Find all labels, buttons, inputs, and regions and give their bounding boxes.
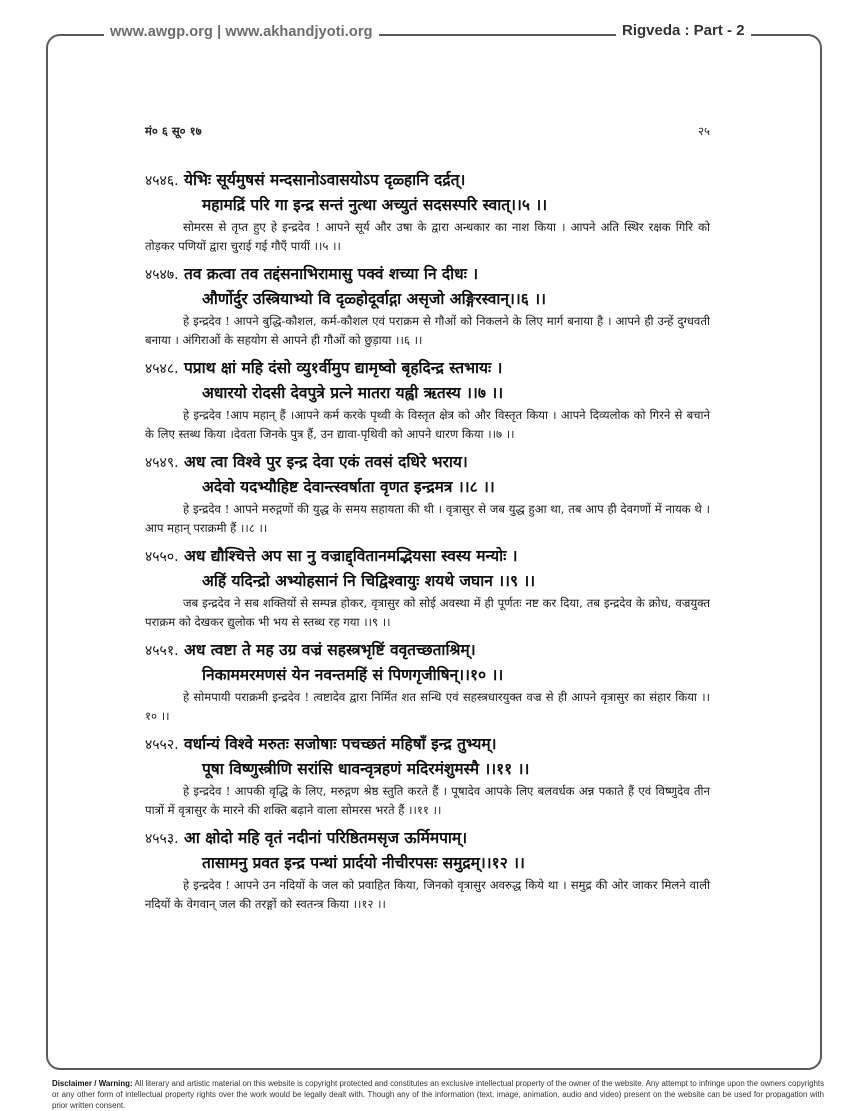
verse-line-2: निकाममरमणसं येन नवन्तमहिं सं पिणगृजीषिन्।।१० ।। bbox=[202, 666, 504, 684]
verse-number: ४५५१. bbox=[145, 643, 179, 659]
verse-number: ४५४८. bbox=[145, 361, 179, 377]
verse-text: पप्राथ क्षां महि दंसो व्यु१र्वीमुप द्यामृष्वो बृहदिन्द्र स्तभायः । bbox=[183, 359, 503, 377]
verse-block bbox=[145, 168, 710, 256]
verse-block bbox=[145, 262, 710, 350]
verse-translation: हे इन्द्रदेव ! आपने मरुद्गणों की युद्ध के समय सहायता की थी । वृत्रासुर से जब युद्ध हुआ था, तब आप ही देवगणों में नायक थे । आप महान् पराक्रमी हैं ।।८ ।। bbox=[145, 502, 710, 535]
verse-number: ४५४६. bbox=[145, 173, 179, 189]
verse-block bbox=[145, 356, 710, 444]
header-book-title: Rigveda : Part - 2 bbox=[616, 22, 751, 39]
verse-list bbox=[145, 168, 710, 914]
verse-number: ४५४७. bbox=[145, 267, 179, 283]
verse-text: येभिः सूर्यमुषसं मन्दसानोऽवासयोऽप दृळ्हानि दर्द्रत्। bbox=[183, 171, 466, 189]
running-head bbox=[145, 124, 710, 144]
verse-line-2: और्णोर्दुर उस्त्रियाभ्यो वि दृळ्होदूर्वाद्गा असृजो अङ्गिरस्वान्।।६ ।। bbox=[202, 290, 546, 308]
verse-text: अध त्वष्टा ते मह उग्र वज्रं सहस्त्रभृष्टिं ववृतच्छताश्रिम्। bbox=[183, 641, 476, 659]
verse-translation: सोमरस से तृप्त हुए हे इन्द्रदेव ! आपने सूर्य और उषा के द्वारा अन्धकार का नाश किया । आपने अति स्थिर रक्षक गिरि को तोड़कर पणियों द्वारा चुराई गई गौएँ पायीं ।।५ ।। bbox=[145, 220, 710, 253]
verse-translation: हे इन्द्रदेव ! आपने बुद्धि-कौशल, कर्म-कौशल एवं पराक्रम से गौओं को निकलने के लिए मार्ग बनाया है । आपने ही उन्हें दुग्धवती बनाया । अंगिराओं के सहयोग से आपने ही गौओं को छुड़ाया ।।६ ।। bbox=[145, 314, 710, 347]
verse-text: अध द्यौश्चित्ते अप सा नु वज्राद्द्वितानमद्भियसा स्वस्य मन्योः । bbox=[183, 547, 518, 565]
verse-line-1 bbox=[145, 544, 710, 569]
verse-line-1 bbox=[145, 732, 710, 757]
verse-line-2: अदेवो यदभ्यौहिष्ट देवान्त्स्वर्षाता वृणत इन्द्रमत्र ।।८ ।। bbox=[202, 478, 495, 496]
verse-block bbox=[145, 732, 710, 820]
verse-line-1 bbox=[145, 826, 710, 851]
verse-number: ४५४९. bbox=[145, 455, 179, 471]
verse-line-1 bbox=[145, 262, 710, 287]
verse-translation: हे इन्द्रदेव ! आपकी वृद्धि के लिए, मरुद्गण श्रेष्ठ स्तुति करते हैं । पूषादेव आपके लिए बलवर्धक अन्न पकाते हैं एवं विष्णुदेव तीन पात्रों में वृत्रासुर के मारने की शक्ति बढ़ाने वाला सोमरस भरते हैं ।।११ ।। bbox=[145, 784, 710, 817]
verse-block bbox=[145, 826, 710, 914]
page-number: २५ bbox=[698, 124, 710, 138]
page-content bbox=[145, 124, 710, 920]
disclaimer bbox=[52, 1078, 824, 1111]
header-site-links[interactable]: www.awgp.org | www.akhandjyoti.org bbox=[104, 24, 379, 40]
verse-line-1 bbox=[145, 638, 710, 663]
verse-line-2: अधारयो रोदसी देवपुत्रे प्रत्ने मातरा यह्वी ऋतस्य ।।७ ।। bbox=[202, 384, 504, 402]
verse-translation: हे सोमपायी पराक्रमी इन्द्रदेव ! त्वष्टादेव द्वारा निर्मित शत सन्धि एवं सहस्त्रधारयुक्त वज्र से ही आपने वृत्रासुर का संहार किया ।।१० ।। bbox=[145, 690, 710, 723]
verse-translation: हे इन्द्रदेव ! आपने उन नदियों के जल को प्रवाहित किया, जिनको वृत्रासुर अवरुद्ध किये था । समुद्र की ओर जाकर मिलने वाली नदियों के वेगवान् जल की तरङ्गों को स्वतन्त्र किया ।।१२ ।। bbox=[145, 878, 710, 911]
mandala-sukta-reference: मं० ६ सू० १७ bbox=[145, 124, 202, 138]
verse-line-2: महामद्रिं परि गा इन्द्र सन्तं नुत्था अच्युतं सदसस्परि स्वात्।।५ ।। bbox=[202, 196, 548, 214]
verse-number: ४५५०. bbox=[145, 549, 179, 565]
verse-line-1 bbox=[145, 450, 710, 475]
verse-line-1 bbox=[145, 168, 710, 193]
verse-text: आ क्षोदो महि वृतं नदीनां परिष्ठितमसृज ऊर्मिमपाम्। bbox=[183, 829, 468, 847]
verse-text: अध त्वा विश्वे पुर इन्द्र देवा एकं तवसं दधिरे भराय। bbox=[183, 453, 468, 471]
verse-text: वर्धान्यं विश्वे मरुतः सजोषाः पचच्छतं महिषाँ इन्द्र तुभ्यम्। bbox=[183, 735, 497, 753]
verse-number: ४५५३. bbox=[145, 831, 179, 847]
verse-line-2: पूषा विष्णुस्त्रीणि सरांसि धावन्वृत्रहणं मदिरमंशुमस्मै ।।११ ।। bbox=[202, 760, 530, 778]
disclaimer-label: Disclaimer / Warning: bbox=[52, 1079, 133, 1088]
disclaimer-text: All literary and artistic material on this website is copyright protected and constitutes an exclusive intellectual property of the owner of the website. Any attempt to infringe upon the owners copyrights or any other form of intellectual property rights over the work would be legally dealt with. Though any of the information (text, image, animation, audio and video) present on the website can be used for propagation with prior written consent. bbox=[52, 1079, 825, 1110]
verse-block bbox=[145, 544, 710, 632]
verse-line-1 bbox=[145, 356, 710, 381]
verse-block bbox=[145, 450, 710, 538]
verse-translation: जब इन्द्रदेव ने सब शक्तियों से सम्पन्न होकर, वृत्रासुर को सोई अवस्था में ही पूर्णतः नष्ट कर दिया, तब इन्द्रदेव के क्रोध, वज्रयुक्त पराक्रम को देखकर द्युलोक भी भय से स्तब्ध रह गया ।।९ ।। bbox=[145, 596, 710, 629]
verse-block bbox=[145, 638, 710, 726]
verse-line-2: अहिं यदिन्द्रो अभ्योहसानं नि चिद्विश्वायुः शयथे जघान ।।९ ।। bbox=[202, 572, 536, 590]
verse-translation: हे इन्द्रदेव !आप महान् हैं ।आपने कर्म करके पृथ्वी के विस्तृत क्षेत्र को और विस्तृत किया । आपने दिव्यलोक को गिरने से बचाने के लिए स्तब्ध किया ।देवता जिनके पुत्र हैं, उन द्यावा-पृथिवी को आपने धारण किया ।।७ ।। bbox=[145, 408, 710, 441]
verse-line-2: तासामनु प्रवत इन्द्र पन्थां प्रार्दयो नीचीरपसः समुद्रम्।।१२ ।। bbox=[202, 854, 525, 872]
verse-text: तव क्रत्वा तव तद्दंसनाभिरामासु पक्वं शच्या नि दीधः । bbox=[183, 265, 479, 283]
verse-number: ४५५२. bbox=[145, 737, 179, 753]
